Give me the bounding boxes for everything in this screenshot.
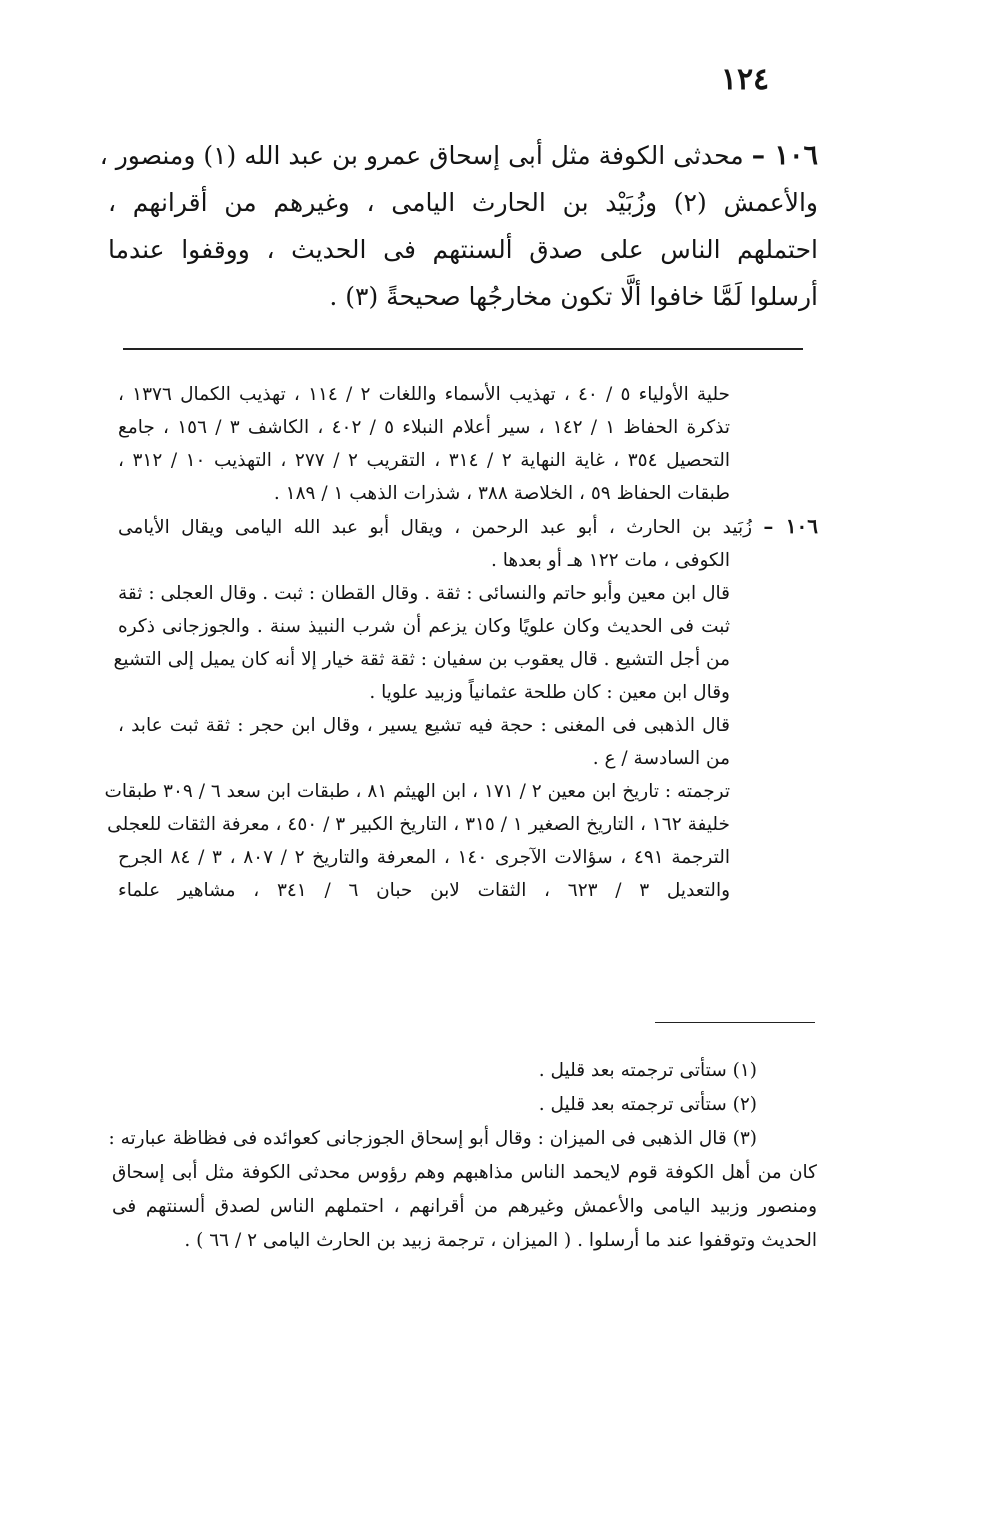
bio-line: وقال ابن معين : كان طلحة عثمانياً وزبيد علويا . (369, 682, 730, 703)
bio-text: زُبَيد بن الحارث ، أبو عبد الرحمن ، ويقال أبو عبد الله اليامى ويقال الأيامى (118, 517, 753, 538)
footnote-divider (655, 1022, 815, 1023)
footnote-1: (١) ستأتى ترجمته بعد قليل . (538, 1060, 757, 1081)
references-line: حلية الأولياء ٥ / ٤٠ ، تهذيب الأسماء واللغات ٢ / ١١٤ ، تهذيب الكمال ١٣٧٦ ، (118, 384, 730, 405)
bio-line: ثبت فى الحديث وكان علويًا وكان يزعم أن شرب النبيذ سنة . والجوزجانى ذكره (118, 616, 730, 637)
bio-line: خليفة ١٦٢ ، التاريخ الصغير ١ / ٣١٥ ، التاريخ الكبير ٣ / ٤٥٠ ، معرفة الثقات للعجلى (107, 814, 730, 835)
main-entry-line: احتملهم الناس على صدق ألسنتهم فى الحديث ، ووقفوا عندما (108, 235, 818, 264)
footnote-3-line: الحديث وتوقفوا عند ما أرسلوا . ( الميزان ، ترجمة زبيد بن الحارث اليامى ٢ / ٦٦ ) . (184, 1230, 817, 1251)
footnote-3-line: ومنصور وزبيد اليامى والأعمش وغيرهم من أقرانهم ، احتملهم الناس لصدق ألسنتهم فى (112, 1196, 817, 1217)
bio-line: والتعديل ٣ / ٦٢٣ ، الثقات لابن حبان ٦ / ٣٤١ ، مشاهير علماء (118, 880, 731, 901)
biographical-notes (104, 378, 818, 907)
main-entry (99, 132, 818, 320)
bio-line: الكوفى ، مات ١٢٢ هـ أو بعدها . (490, 550, 730, 571)
bio-line: من أجل التشيع . قال يعقوب بن سفيان : ثقة ثقة خيار إلا أنه كان يميل إلى التشيع (113, 649, 730, 670)
main-entry-line: أرسلوا لَمَّا خافوا ألَّا تكون مخارجُها صحيحةً (٣) . (329, 282, 818, 311)
main-entry-line: والأعمش (٢) وزُبَيْد بن الحارث اليامى ، وغيرهم من أقرانهم ، (108, 188, 818, 217)
footnote-3: (٣) قال الذهبى فى الميزان : وقال أبو إسحاق الجوزجانى كعوائده فى فظاظة عبارته : (108, 1128, 757, 1149)
main-entry-text: محدثى الكوفة مثل أبى إسحاق عمرو بن عبد الله (١) ومنصور ، (99, 141, 744, 170)
bio-line: ترجمته : تاريخ ابن معين ٢ / ١٧١ ، ابن الهيثم ٨١ ، طبقات ابن سعد ٦ / ٣٠٩ طبقات (104, 781, 730, 802)
footnote-3-line: كان من أهل الكوفة قوم لايحمد الناس مذاهبهم وهم رؤوس محدثى الكوفة مثل أبى إسحاق (112, 1162, 817, 1183)
footnote-2: (٢) ستأتى ترجمته بعد قليل . (538, 1094, 757, 1115)
references-line: التحصيل ٣٥٤ ، غاية النهاية ٢ / ٣١٤ ، التقريب ٢ / ٢٧٧ ، التهذيب ١٠ / ٣١٢ ، (118, 450, 731, 471)
footnotes (108, 1054, 817, 1258)
section-divider (123, 348, 803, 350)
references-line: تذكرة الحفاظ ١ / ١٤٢ ، سير أعلام النبلاء ٥ / ٤٠٢ ، الكاشف ٣ / ١٥٦ ، جامع (118, 417, 731, 438)
bio-line (118, 510, 818, 544)
main-entry-line (99, 132, 818, 179)
bio-number: ١٠٦ – (763, 514, 818, 538)
bio-line: قال الذهبى فى المغنى : حجة فيه تشيع يسير ، وقال ابن حجر : ثقة ثبت عابد ، (118, 715, 730, 736)
bio-line: قال ابن معين وأبو حاتم والنسائى : ثقة . وقال القطان : ثبت . وقال العجلى : ثقة (118, 583, 730, 604)
entry-number: ١٠٦ – (751, 140, 818, 171)
references-line: طبقات الحفاظ ٥٩ ، الخلاصة ٣٨٨ ، شذرات الذهب ١ / ١٨٩ . (273, 483, 730, 504)
page-number: ١٢٤ (720, 62, 770, 97)
bio-line: الترجمة ٤٩١ ، سؤالات الآجرى ١٤٠ ، المعرفة والتاريخ ٢ / ٨٠٧ ، ٣ / ٨٤ الجرح (118, 847, 730, 868)
bio-line: من السادسة / ع . (592, 748, 730, 769)
